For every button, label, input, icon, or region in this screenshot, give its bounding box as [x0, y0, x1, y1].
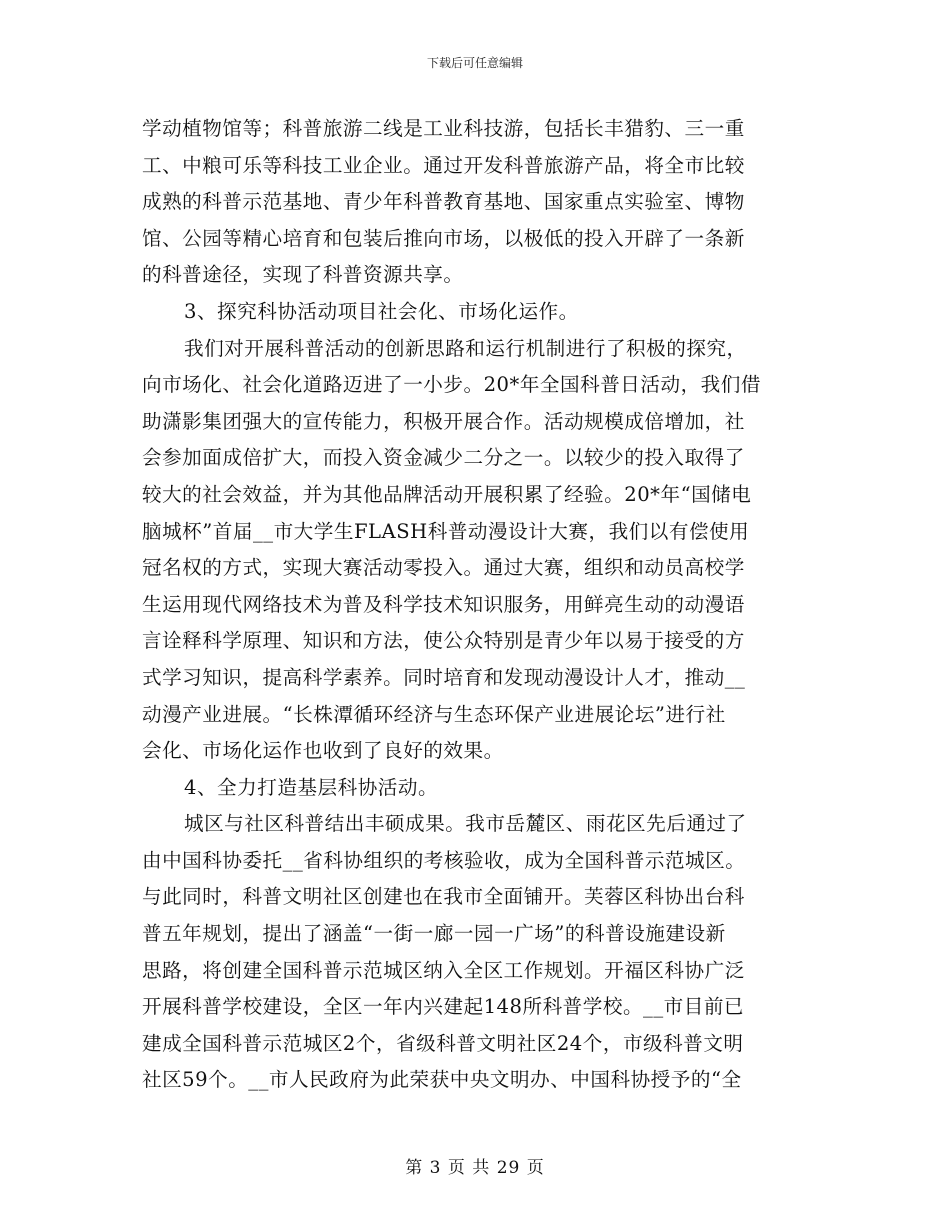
text-line: 较大的社会效益，并为其他品牌活动开展积累了经验。20*年“国储电 [142, 482, 752, 506]
page-header: 下载后可任意编辑 [426, 56, 523, 70]
text-line: 言诠释科学原理、知识和方法，使公众特别是青少年以易于接受的方 [142, 629, 745, 653]
text-line: 冠名权的方式，实现大赛活动零投入。通过大赛，组织和动员高校学 [142, 556, 745, 580]
text-line: 的科普途径，实现了科普资源共享。 [142, 263, 464, 287]
text-line: 助潇影集团强大的宣传能力，积极开展合作。活动规模成倍增加，社 [142, 409, 745, 433]
text-line: 社区59个。__市人民政府为此荣获中央文明办、中国科协授予的“全 [142, 1068, 742, 1092]
text-line: 城区与社区科普结出丰硕成果。我市岳麓区、雨花区先后通过了 [184, 812, 747, 836]
text-line: 向市场化、社会化道路迈进了一小步。20*年全国科普日活动，我们借 [142, 373, 761, 397]
text-line: 动漫产业进展。“长株潭循环经济与生态环保产业进展论坛”进行社 [142, 702, 726, 726]
text-line: 馆、公园等精心培育和包装后推向市场，以极低的投入开辟了一条新 [142, 226, 745, 250]
text-line: 4、全力打造基层科协活动。 [184, 775, 439, 799]
text-line: 会化、市场化运作也收到了良好的效果。 [142, 739, 504, 763]
text-line: 普五年规划，提出了涵盖“一街一廊一园一广场”的科普设施建设新 [142, 922, 726, 946]
text-line: 思路，将创建全国科普示范城区纳入全区工作规划。开福区科协广泛 [142, 958, 745, 982]
text-line: 与此同时，科普文明社区创建也在我市全面铺开。芙蓉区科协出台科 [142, 885, 745, 909]
text-line: 会参加面成倍扩大，而投入资金减少二分之一。以较少的投入取得了 [142, 446, 745, 470]
text-line: 我们对开展科普活动的创新思路和运行机制进行了积极的探究， [184, 336, 747, 360]
text-line: 工、中粮可乐等科技工业企业。通过开发科普旅游产品，将全市比较 [142, 153, 745, 177]
text-line: 成熟的科普示范基地、青少年科普教育基地、国家重点实验室、博物 [142, 190, 745, 214]
text-line: 脑城杯”首届__市大学生FLASH科普动漫设计大赛，我们以有偿使用 [142, 519, 750, 543]
text-line: 生运用现代网络技术为普及科学技术知识服务，用鲜亮生动的动漫语 [142, 592, 745, 616]
text-line: 学动植物馆等；科普旅游二线是工业科技游，包括长丰猎豹、三一重 [142, 117, 745, 140]
text-line: 建成全国科普示范城区2个，省级科普文明社区24个，市级科普文明 [142, 1031, 744, 1055]
text-line: 式学习知识，提高科学素养。同时培育和发现动漫设计人才，推动__ [142, 665, 746, 689]
page-footer: 第 3 页 共 29 页 [405, 1158, 545, 1178]
text-line: 3、探究科协活动项目社会化、市场化运作。 [184, 299, 579, 323]
text-line: 开展科普学校建设，全区一年内兴建起148所科普学校。__市目前已 [142, 995, 745, 1019]
document-body [142, 111, 802, 1099]
text-line: 由中国科协委托__省科协组织的考核验收，成为全国科普示范城区。 [142, 848, 746, 872]
